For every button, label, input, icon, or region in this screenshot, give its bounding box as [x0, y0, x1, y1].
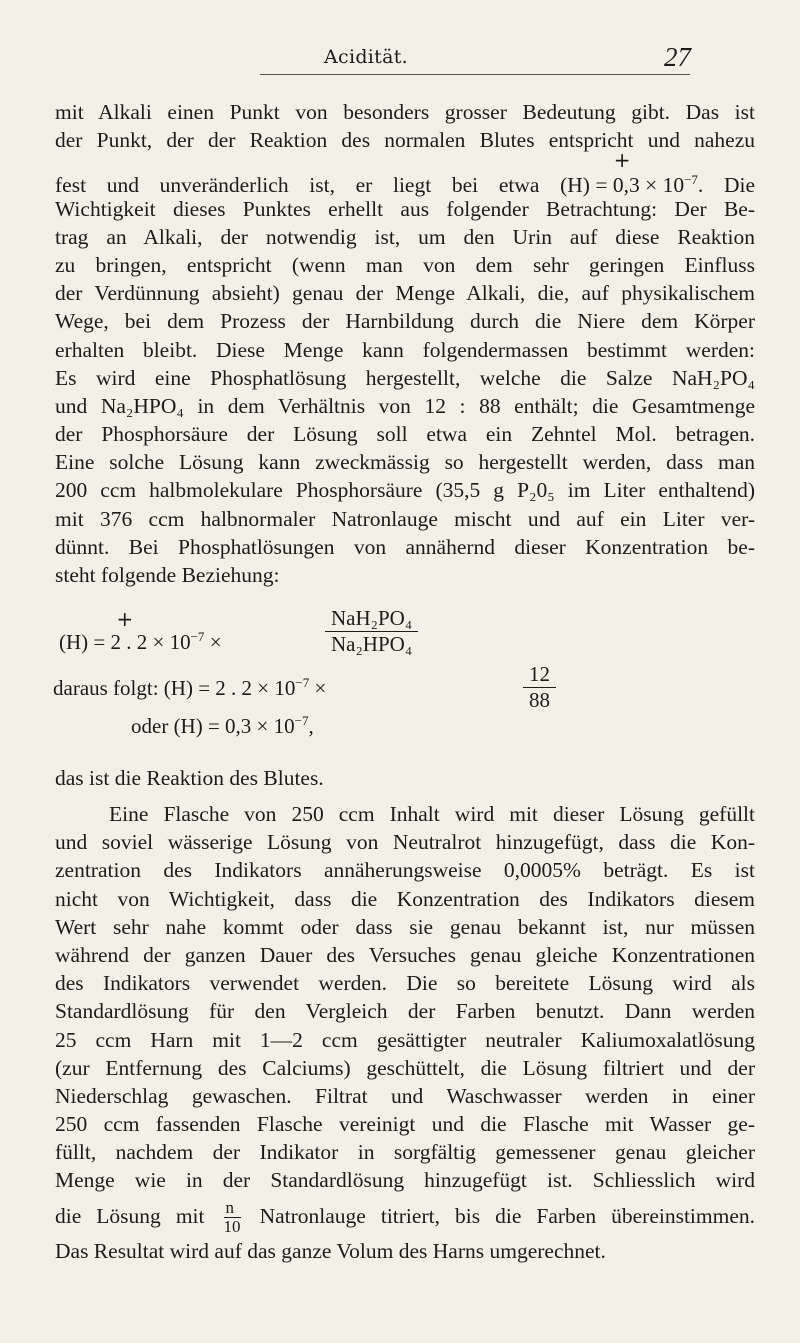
formula-3: oder $(H) = 0,3 \times 10^{-7}$,	[131, 713, 314, 738]
text-line: 25 ccm Harn mit 1—2 ccm gesättigter neutraler Kaliumoxalatlösung	[55, 1027, 755, 1052]
h-value: + (H) = 0,3 × 10	[560, 148, 685, 198]
text-line: Menge wie in der Standardlösung hinzugefügt ist. Schliesslich wird	[55, 1168, 755, 1193]
text-line: der Phosphorsäure der Lösung soll etwa ein Zehntel Mol. betragen.	[55, 422, 755, 447]
text-line: (zur Entfernung des Calciums) geschüttelt, die Lösung filtriert und der	[55, 1055, 755, 1080]
text-line: der Verdünnung absieht) genau der Menge Alkali, die, auf physikalischem	[55, 281, 755, 306]
text-line: trag an Alkali, der notwendig ist, um den Urin auf diese Reaktion	[55, 224, 755, 249]
text-line: das ist die Reaktion des Blutes.	[55, 766, 324, 790]
text-line: erhalten bleibt. Diese Menge kann folgendermassen bestimmt werden:	[55, 337, 755, 362]
text-line: nicht von Wichtigkeit, dass die Konzentration des Indikators diesem	[55, 886, 755, 911]
text-line: steht folgende Beziehung:	[55, 563, 280, 587]
text-line: Das Resultat wird auf das ganze Volum des Harns umgerechnet.	[55, 1238, 606, 1263]
text-line: Eine Flasche von 250 ccm Inhalt wird mit dieser Lösung gefüllt	[109, 802, 755, 826]
fraction-n-10: $\frac{n}{10}$	[223, 1198, 241, 1237]
fraction-phosphates: NaH₂PO₄ Na₂HPO₄	[325, 605, 418, 656]
text-line: 200 ccm halbmolekulare Phosphorsäure (35,5 g P₂0₅ im Liter enthaltend)	[55, 478, 756, 503]
header-rule	[260, 74, 690, 75]
text-line: Wichtigkeit dieses Punktes erhellt aus folgender Betrachtung: Der Be-	[55, 196, 755, 221]
text-line: 250 ccm fassenden Flasche vereinigt und die Flasche mit Wasser ge-	[55, 1112, 755, 1137]
page-header	[0, 42, 800, 76]
text-line: Standardlösung für den Vergleich der Farben benutzt. Dann werden	[55, 999, 755, 1024]
text-line: die Lösung mit $\frac{n}{10}$ Natronlauge titriert, bis die Farben übereinstimmen.	[55, 1198, 756, 1237]
text-line: dünnt. Bei Phosphatlösungen von annähernd dieser Konzentration be-	[55, 534, 755, 559]
text-line: während der ganzen Dauer des Versuches genau gleiche Konzentrationen	[55, 942, 755, 967]
text-line: Es wird eine Phosphatlösung hergestellt, welche die Salze NaH₂PO₄	[55, 365, 756, 390]
formula-1: + (H) = 2 . $2 \times 10^{-7}$ ×	[59, 607, 222, 654]
page-number: 27	[664, 42, 691, 72]
running-title: Acidität.	[324, 46, 409, 68]
text-line: Eine solche Lösung kann zweckmässig so hergestellt werden, dass man	[55, 450, 755, 475]
text-line: Niederschlag gewaschen. Filtrat und Waschwasser werden in einer	[55, 1083, 755, 1108]
text-line: und soviel wässerige Lösung von Neutralrot hinzugefügt, dass die Kon-	[55, 830, 755, 855]
text-line: der Punkt, der der Reaktion des normalen Blutes entspricht und nahezu	[55, 128, 755, 153]
text-line: Wege, bei dem Prozess der Harnbildung durch die Niere dem Körper	[55, 309, 755, 334]
paragraph-2	[55, 764, 755, 792]
text-line: zu bringen, entspricht (wenn man von dem sehr geringen Einfluss	[55, 252, 755, 277]
text-line: mit 376 ccm halbnormaler Natronlauge mischt und auf ein Liter ver-	[55, 506, 755, 531]
text-line: des Indikators verwendet werden. Die so bereitete Lösung wird als	[55, 971, 755, 996]
text-line: füllt, nachdem der Indikator in sorgfältig gemessener genau gleicher	[55, 1140, 755, 1165]
text-line: fest und unveränderlich ist, er liegt bei etwa + $(H) = 0,3 \times 10^{-7}$. Die	[55, 166, 755, 194]
text-line: zentration des Indikators annäherungsweise 0,0005% beträgt. Es ist	[55, 858, 755, 883]
fraction-12-88: $\frac{12}{88}$	[523, 661, 556, 712]
paragraph-1	[55, 98, 755, 589]
text-line: Wert sehr nahe kommt oder dass sie genau bekannt ist, nur müssen	[55, 914, 755, 939]
formula-2: daraus folgt: (H) = 2 . $2 \times 10^{-7}$ ×	[53, 675, 327, 700]
text-line: mit Alkali einen Punkt von besonders grosser Bedeutung gibt. Das ist	[55, 100, 755, 124]
text-line: und Na₂HPO₄ in dem Verhältnis von 12 : 88 enthält; die Gesamtmenge	[55, 393, 755, 418]
formula-block	[53, 605, 755, 738]
paragraph-3	[55, 800, 755, 1265]
